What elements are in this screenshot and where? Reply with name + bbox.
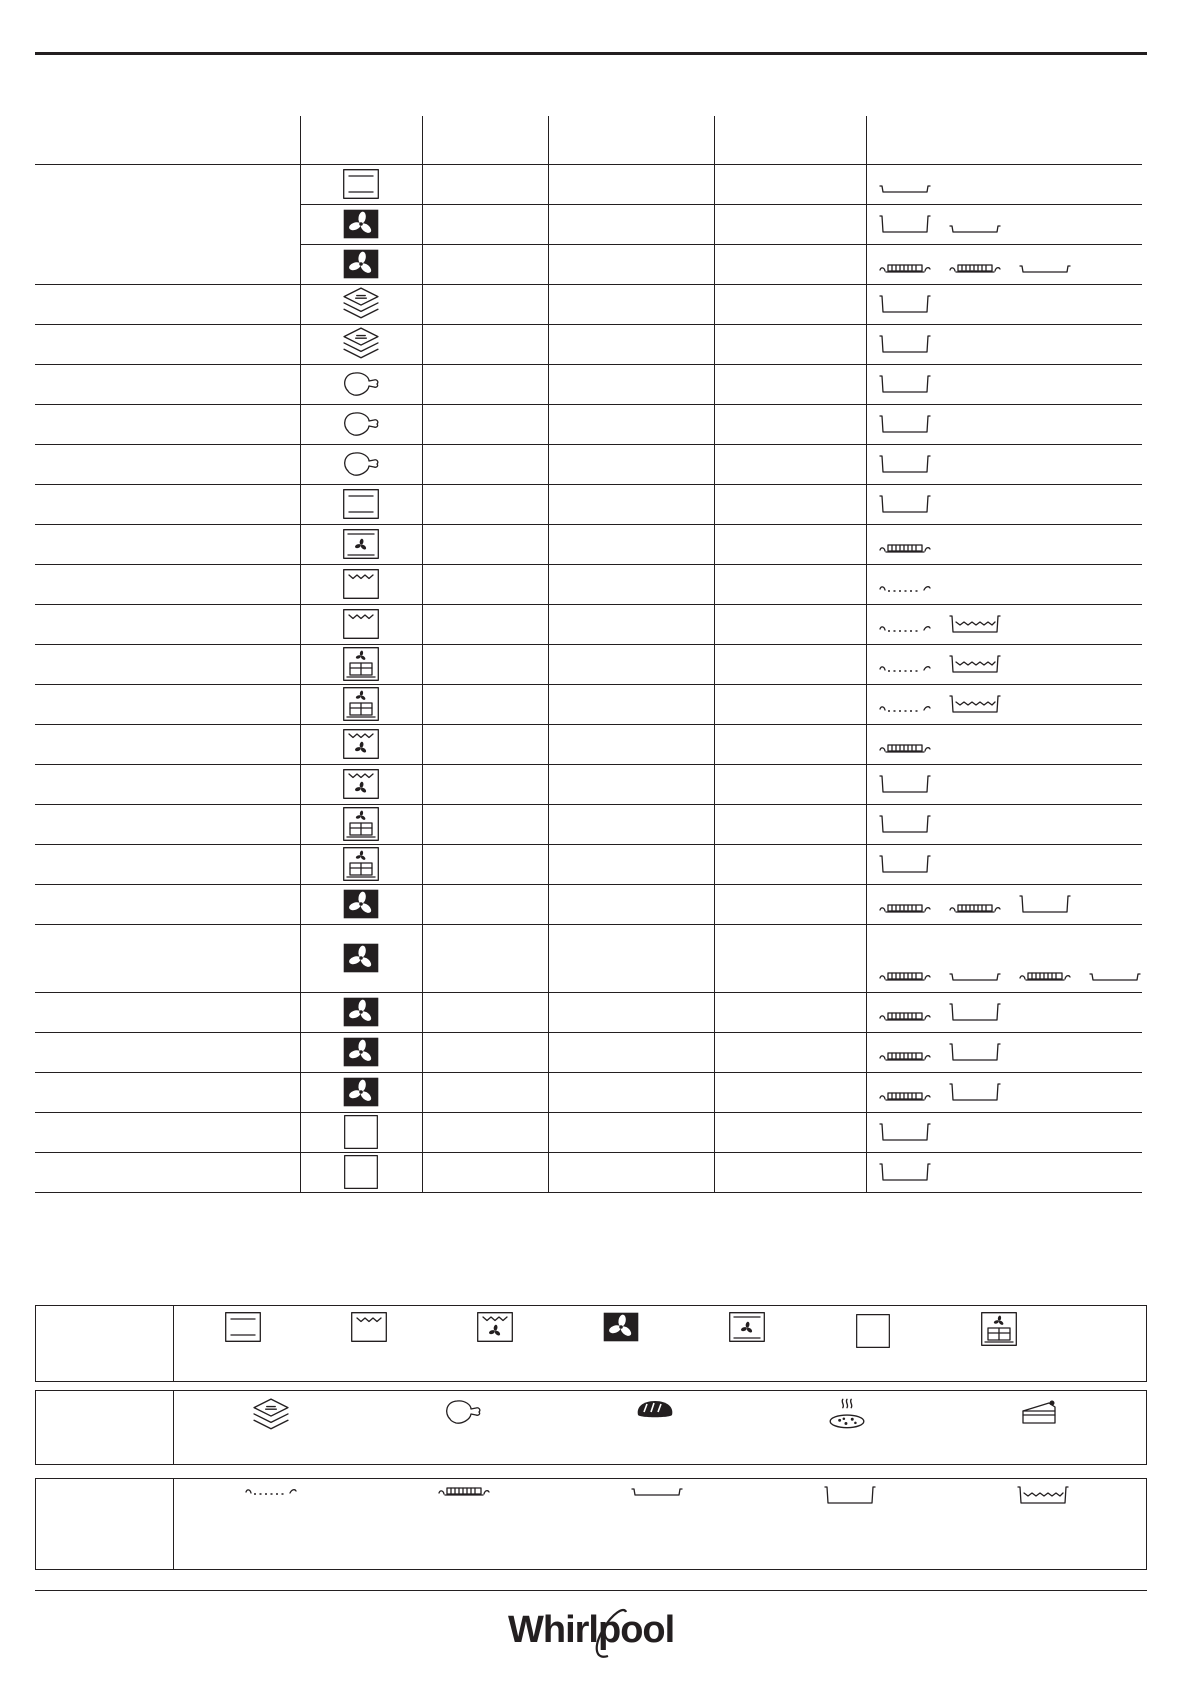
forced-air-icon <box>343 807 379 841</box>
table-column-divider <box>548 564 549 604</box>
eco-empty-icon <box>856 1312 890 1350</box>
baking-tray-icon <box>948 1002 1002 1024</box>
table-column-divider <box>714 1032 715 1072</box>
table-column-divider <box>548 1032 549 1072</box>
wire-shelf-icon <box>878 1050 932 1064</box>
roast-chicken-icon <box>442 1397 484 1427</box>
forced-air-icon <box>343 847 379 881</box>
eco-empty-icon <box>344 1153 378 1191</box>
table-column-divider <box>422 992 423 1032</box>
pizza-icon <box>826 1397 868 1431</box>
table-column-divider <box>422 804 423 844</box>
table-column-divider <box>714 364 715 404</box>
turbo-grill-icon <box>477 1312 513 1342</box>
table-column-divider <box>422 684 423 724</box>
legend-label-cell <box>173 1306 174 1381</box>
table-column-divider <box>714 1112 715 1152</box>
table-rule <box>35 364 1142 365</box>
cake-icon <box>1019 1397 1059 1427</box>
table-column-divider <box>300 884 301 924</box>
table-column-divider <box>866 924 867 992</box>
table-column-divider <box>422 404 423 444</box>
table-rule <box>35 444 1142 445</box>
grill-rack-icon <box>878 662 932 676</box>
table-column-divider <box>422 844 423 884</box>
table-column-divider <box>422 764 423 804</box>
brand-logo-text: Whirlpool <box>508 1609 675 1651</box>
table-column-divider <box>300 364 301 404</box>
baking-tray-icon <box>823 1485 877 1507</box>
table-rule <box>35 564 1142 565</box>
table-column-divider <box>300 484 301 524</box>
baking-tray-icon <box>878 1162 932 1184</box>
table-column-divider <box>422 1152 423 1192</box>
table-rule <box>35 804 1142 805</box>
drip-tray-icon <box>630 1485 684 1499</box>
table-column-divider <box>866 524 867 564</box>
table-column-divider <box>714 724 715 764</box>
table-column-divider <box>300 684 301 724</box>
table-rule <box>35 1112 1142 1113</box>
roast-chicken-icon <box>340 449 382 479</box>
table-column-divider <box>300 1032 301 1072</box>
table-column-divider <box>548 524 549 564</box>
wire-shelf-icon <box>878 1090 932 1104</box>
baking-tray-icon <box>878 1122 932 1144</box>
legend-accessories-box <box>35 1478 1147 1570</box>
table-column-divider <box>300 924 301 992</box>
bottom-rule <box>35 1590 1147 1591</box>
baking-tray-icon <box>878 334 932 356</box>
table-column-divider <box>714 284 715 324</box>
fan-icon <box>343 889 379 919</box>
table-column-divider <box>422 324 423 364</box>
table-column-divider <box>300 844 301 884</box>
table-column-divider <box>714 604 715 644</box>
table-column-divider <box>866 164 867 204</box>
table-rule <box>35 884 1142 885</box>
table-column-divider <box>300 992 301 1032</box>
table-column-divider <box>866 1032 867 1072</box>
baking-tray-icon <box>878 494 932 516</box>
table-column-divider <box>548 404 549 444</box>
table-rule <box>300 244 1142 245</box>
table-rule <box>35 324 1142 325</box>
table-column-divider <box>300 764 301 804</box>
table-rule <box>35 1192 1142 1193</box>
table-column-divider <box>548 1072 549 1112</box>
table-column-divider <box>714 524 715 564</box>
forced-air-icon <box>343 647 379 681</box>
baking-tray-icon <box>948 1082 1002 1104</box>
baking-tray-icon <box>878 294 932 316</box>
table-column-divider <box>422 204 423 244</box>
table-column-divider <box>714 484 715 524</box>
table-column-divider <box>714 764 715 804</box>
grill-rack-icon <box>244 1485 298 1499</box>
table-column-divider <box>866 564 867 604</box>
drip-tray-icon <box>878 182 932 196</box>
baking-tray-icon <box>878 414 932 436</box>
table-column-divider <box>866 444 867 484</box>
header-column-divider <box>714 116 715 164</box>
layers-food-icon <box>251 1397 291 1433</box>
layers-food-icon <box>341 286 381 322</box>
table-column-divider <box>548 992 549 1032</box>
table-column-divider <box>714 644 715 684</box>
table-column-divider <box>422 444 423 484</box>
fan-icon <box>343 1037 379 1067</box>
table-column-divider <box>300 284 301 324</box>
grill-rack-icon <box>878 582 932 596</box>
table-column-divider <box>422 164 423 204</box>
table-column-divider <box>422 284 423 324</box>
wire-shelf-icon <box>1018 970 1072 984</box>
table-column-divider <box>866 244 867 284</box>
table-column-divider <box>548 804 549 844</box>
baking-tray-icon <box>878 214 932 236</box>
table-column-divider <box>548 364 549 404</box>
table-rule <box>35 1032 1142 1033</box>
water-tray-icon <box>948 614 1002 636</box>
table-column-divider <box>548 284 549 324</box>
table-column-divider <box>714 444 715 484</box>
table-rule <box>35 644 1142 645</box>
table-rule <box>35 404 1142 405</box>
table-column-divider <box>422 244 423 284</box>
fan-icon <box>343 943 379 973</box>
table-column-divider <box>866 1072 867 1112</box>
table-column-divider <box>422 884 423 924</box>
table-column-divider <box>548 484 549 524</box>
grill-icon <box>343 569 379 599</box>
table-column-divider <box>300 164 301 204</box>
fan-icon <box>343 1077 379 1107</box>
water-tray-icon <box>1016 1485 1070 1507</box>
table-column-divider <box>866 204 867 244</box>
legend-functions-box <box>35 1305 1147 1382</box>
grill-rack-icon <box>878 622 932 636</box>
wire-shelf-icon <box>878 262 932 276</box>
table-column-divider <box>422 524 423 564</box>
grill-rack-icon <box>878 702 932 716</box>
table-column-divider <box>548 244 549 284</box>
brand-logo <box>500 1598 700 1668</box>
table-column-divider <box>714 244 715 284</box>
table-column-divider <box>548 644 549 684</box>
table-column-divider <box>422 604 423 644</box>
table-column-divider <box>300 444 301 484</box>
baking-tray-icon <box>878 774 932 796</box>
fan-icon <box>343 209 379 239</box>
eco-empty-icon <box>344 1113 378 1151</box>
table-rule <box>35 604 1142 605</box>
wire-shelf-icon <box>437 1485 491 1499</box>
wire-shelf-icon <box>878 542 932 556</box>
top-rule <box>35 52 1147 55</box>
table-column-divider <box>866 764 867 804</box>
table-column-divider <box>866 724 867 764</box>
table-column-divider <box>300 564 301 604</box>
table-column-divider <box>714 924 715 992</box>
table-column-divider <box>866 1152 867 1192</box>
table-column-divider <box>548 724 549 764</box>
table-column-divider <box>548 924 549 992</box>
table-column-divider <box>714 204 715 244</box>
forced-air-icon <box>343 687 379 721</box>
table-column-divider <box>866 844 867 884</box>
table-column-divider <box>866 364 867 404</box>
table-rule <box>35 164 1142 165</box>
wire-shelf-icon <box>878 970 932 984</box>
table-column-divider <box>300 404 301 444</box>
table-column-divider <box>422 724 423 764</box>
table-column-divider <box>300 804 301 844</box>
fan-icon <box>343 249 379 279</box>
baking-tray-icon <box>878 374 932 396</box>
layers-food-icon <box>341 326 381 362</box>
convection-bake-icon <box>343 529 379 559</box>
table-column-divider <box>300 604 301 644</box>
table-rule <box>35 844 1142 845</box>
bread-icon <box>634 1397 676 1421</box>
table-column-divider <box>300 324 301 364</box>
legend-food-box <box>35 1390 1147 1465</box>
table-column-divider <box>866 644 867 684</box>
wire-shelf-icon <box>948 902 1002 916</box>
conventional-icon <box>343 169 379 199</box>
table-column-divider <box>714 1072 715 1112</box>
table-column-divider <box>548 1112 549 1152</box>
table-column-divider <box>300 1152 301 1192</box>
table-column-divider <box>714 992 715 1032</box>
table-column-divider <box>422 924 423 992</box>
baking-tray-icon <box>1018 894 1072 916</box>
turbo-grill-icon <box>343 729 379 759</box>
legend-label-cell <box>173 1391 174 1464</box>
table-column-divider <box>300 524 301 564</box>
water-tray-icon <box>948 694 1002 716</box>
roast-chicken-icon <box>340 369 382 399</box>
table-column-divider <box>548 204 549 244</box>
table-column-divider <box>548 1152 549 1192</box>
wire-shelf-icon <box>878 902 932 916</box>
header-column-divider <box>422 116 423 164</box>
table-column-divider <box>300 1072 301 1112</box>
table-column-divider <box>422 564 423 604</box>
table-rule <box>35 724 1142 725</box>
table-rule <box>35 924 1142 925</box>
table-column-divider <box>714 404 715 444</box>
baking-tray-icon <box>878 814 932 836</box>
conventional-icon <box>343 489 379 519</box>
header-column-divider <box>866 116 867 164</box>
table-column-divider <box>300 244 301 284</box>
table-column-divider <box>866 804 867 844</box>
fan-icon <box>603 1312 639 1342</box>
fan-icon <box>343 997 379 1027</box>
table-column-divider <box>866 484 867 524</box>
water-tray-icon <box>948 654 1002 676</box>
header-column-divider <box>300 116 301 164</box>
table-column-divider <box>548 324 549 364</box>
table-column-divider <box>866 284 867 324</box>
table-column-divider <box>866 684 867 724</box>
table-column-divider <box>422 364 423 404</box>
baking-tray-icon <box>878 454 932 476</box>
grill-icon <box>343 609 379 639</box>
conventional-icon <box>225 1312 261 1342</box>
grill-icon <box>351 1312 387 1342</box>
table-column-divider <box>548 604 549 644</box>
table-column-divider <box>300 1112 301 1152</box>
table-column-divider <box>714 684 715 724</box>
table-rule <box>35 484 1142 485</box>
table-column-divider <box>548 764 549 804</box>
table-rule <box>35 1152 1142 1153</box>
table-column-divider <box>422 644 423 684</box>
table-column-divider <box>866 324 867 364</box>
table-rule <box>300 204 1142 205</box>
table-column-divider <box>714 844 715 884</box>
table-rule <box>35 992 1142 993</box>
baking-tray-icon <box>878 854 932 876</box>
table-rule <box>35 764 1142 765</box>
table-column-divider <box>548 444 549 484</box>
table-column-divider <box>422 484 423 524</box>
table-column-divider <box>714 164 715 204</box>
table-column-divider <box>548 164 549 204</box>
baking-tray-icon <box>948 1042 1002 1064</box>
table-column-divider <box>866 884 867 924</box>
table-column-divider <box>866 604 867 644</box>
table-column-divider <box>422 1072 423 1112</box>
table-column-divider <box>300 724 301 764</box>
table-rule <box>35 284 1142 285</box>
table-column-divider <box>866 404 867 444</box>
table-column-divider <box>866 1112 867 1152</box>
drip-tray-icon <box>1088 970 1142 984</box>
table-column-divider <box>714 564 715 604</box>
table-column-divider <box>300 204 301 244</box>
table-column-divider <box>300 644 301 684</box>
table-column-divider <box>548 844 549 884</box>
table-column-divider <box>422 1112 423 1152</box>
drip-tray-icon <box>948 222 1002 236</box>
forced-air-icon <box>981 1312 1017 1346</box>
table-column-divider <box>714 884 715 924</box>
legend-label-cell <box>173 1479 174 1569</box>
table-column-divider <box>714 1152 715 1192</box>
drip-tray-icon <box>948 970 1002 984</box>
table-rule <box>35 524 1142 525</box>
convection-bake-icon <box>729 1312 765 1342</box>
table-column-divider <box>714 804 715 844</box>
wire-shelf-icon <box>878 1010 932 1024</box>
drip-tray-icon <box>1018 262 1072 276</box>
table-column-divider <box>548 884 549 924</box>
wire-shelf-icon <box>878 742 932 756</box>
table-column-divider <box>714 324 715 364</box>
table-column-divider <box>548 684 549 724</box>
table-column-divider <box>866 992 867 1032</box>
table-rule <box>35 684 1142 685</box>
roast-chicken-icon <box>340 409 382 439</box>
turbo-grill-icon <box>343 769 379 799</box>
table-column-divider <box>422 1032 423 1072</box>
wire-shelf-icon <box>948 262 1002 276</box>
table-rule <box>35 1072 1142 1073</box>
header-column-divider <box>548 116 549 164</box>
